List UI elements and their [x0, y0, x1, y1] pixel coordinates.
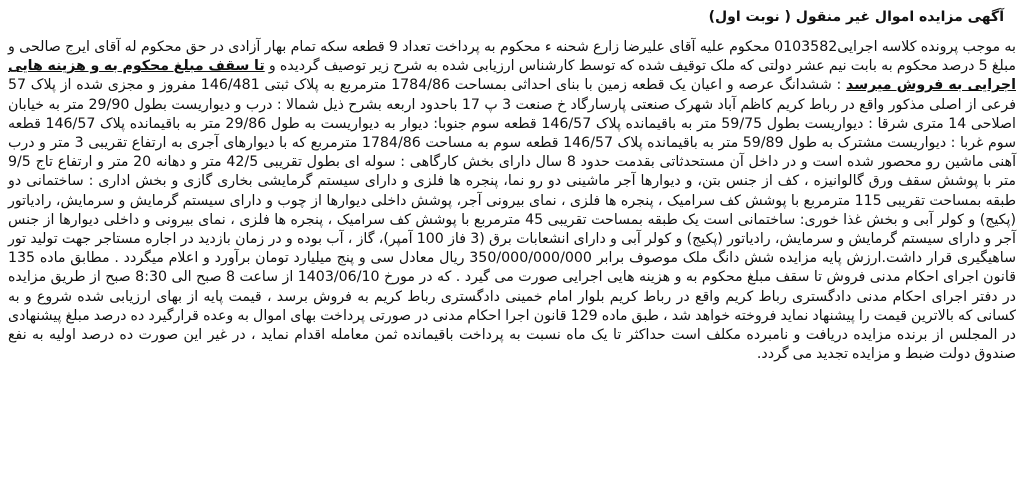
notice-body-intro: به موجب پرونده کلاسه اجرایی0103582 محکوم علیه آقای علیرضا زارع شحنه ء محکوم به پرداخت تعداد 9 قطعه سکه تمام بهار آزادی در حق محکوم له آقای ایرج صالحی و مبلغ 5 درصد محکوم به بابت نیم عشر دولتی که ملک توقیف شده که توسط کارشناس ارزیابی شده به شرح زیر توصیف گردیده و: [8, 39, 1017, 75]
notice-body-emphasis: تا سقف مبلغ محکوم به و هزینه هایی اجرایی به فروش میرسد: [8, 58, 1016, 94]
notice-title: آگهی مزایده اموال غیر منقول ( نوبت اول): [708, 9, 1004, 25]
notice-body-rest: : ششدانگ عرصه و اعیان یک قطعه زمین با بنای احداثی بمساحت 1784/86 مترمربع به پلاک ثبتی 146/481 مفروز و مجزی شده از پلاک 57 فرعی از اصلی مذکور واقع در رباط کریم کاظم آباد شهرک صنعتی پارسارگاد خ صنعت 3 پ 17 باحدود اربعه بشرح ذیل شمالا : درب و دیواریست بطول 29/90 متر به خیابان اصلاحی 14 متری شرقا : دیواریست بطول 59/75 متر به باقیمانده پلاک 146/57 قطعه سوم جنوبا: دیوار به دیواریست به طول 29/86 متر به باقیمانده پلاک 146/57 قطعه سوم غربا : دیواریست مشترک به طول 59/89 متر به باقیمانده پلاک 146/57 قطعه سوم به مساحت 1784/86 مترمربع که با دیوارهای آجری به ارتفاع تقریبی 3 متر و درب آهنی ماشین رو محصور شده است و در داخل آن مستحدثاتی بقدمت حدود 8 سال دارای بخش کارگاهی : سوله ای بطول تقریبی 42/5 متر و دهانه 20 متر و ارتفاع تاج 9/5 متر با پوشش سقف ورق گالوانیزه ، کف از جنس بتن، و دیوارها آجر ماشینی دو رو نما، پنجره ها فلزی و دارای سیستم گرمایشی بخاری گازی و بخش اداری : ساختمانی دو طبقه بمساحت تقریبی 115 مترمربع با پوشش کف سرامیک ، پنجره ها فلزی ، نمای بیرونی آجر، پوشش داخلی دیوارها از چوب و دارای سیستم گرمایش و سرمایش، رادیاتور (پکیج) و کولر آبی و بخش غذا خوری: ساختمانی است یک طبقه بمساحت تقریبی 45 مترمربع با پوشش کف سرامیک ، پنجره ها فلزی ، نمای بیرونی و داخلی دیوارها از جنس آجر و دارای سیستم گرمایش و سرمایش، رادیاتور (پکیج) و کولر آبی و دارای انشعابات برق (3 فاز 100 آمپر)، گاز ، آب بوده و در زمان بازدید در اجاره مستاجر جهت تولید تور ساهیگیری قرار داشت.ارزش پایه مزایده شش دانگ ملک موصوف برابر 350/000/000/000 ریال معادل سی و پنج میلیارد تومان برآورد و اعلام میگردد . مطابق ماده 135 قانون اجرای احکام مدنی فروش تا سقف مبلغ محکوم به و هزینه هایی اجرایی صورت می گیرد . که در مورخ 1403/06/10 از ساعت 8 صبح الی 8:30 صبح از طریق مزایده در دفتر اجرای احکام مدنی دادگستری رباط کریم واقع در رباط کریم بلوار امام خمینی دادگستری رباط کریم به فروش برسد ، قیمت پایه از بهای ارزیابی شده شروع و به کسانی که بالاترین قیمت را پیشنهاد نماید فروخته خواهد شد ، طبق ماده 129 قانون اجرا احکام مدنی در صورتی پرداخت بهای اموال به وعده قرارگیرد ده درصد مبلغ پیشنهادی در المجلس از برنده مزایده دریافت و نامبرده مکلف است حداکثر تا یک ماه نسبت به پرداخت باقیمانده ثمن معامله اقدام نماید ، در غیر این صورت ده درصد اولیه به نفع صندوق دولت ضبط و مزایده تجدید می گردد.: [8, 77, 1017, 363]
notice-body: [8, 38, 1016, 364]
